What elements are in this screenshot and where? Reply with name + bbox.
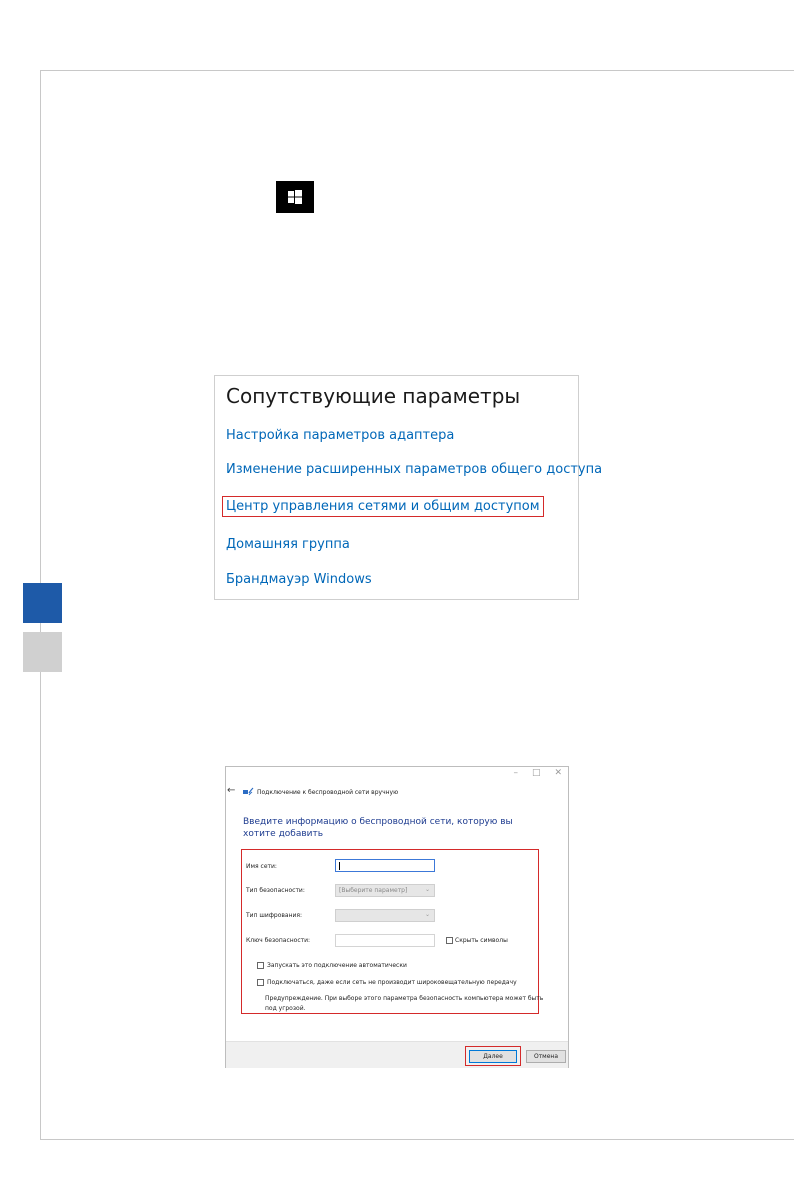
back-arrow-icon[interactable]: ←: [227, 785, 236, 796]
text-caret: [339, 862, 340, 870]
auto-connect-checkbox[interactable]: [257, 962, 264, 969]
connect-hidden-label: Подключаться, даже если сеть не производит широковещательную передачу: [267, 979, 517, 986]
related-settings-title: Сопутствующие параметры: [226, 384, 521, 408]
security-key-label: Ключ безопасности:: [246, 937, 311, 944]
windows-key-icon: [276, 181, 314, 213]
security-key-input[interactable]: [335, 934, 435, 947]
window-controls: [513, 768, 562, 778]
link-homegroup[interactable]: Домашняя группа: [226, 537, 350, 552]
security-warning: Предупреждение. При выборе этого параметра безопасность компьютера может быть под угрозой.: [265, 995, 544, 1012]
connect-hidden-checkbox[interactable]: [257, 979, 264, 986]
link-network-sharing-center[interactable]: Центр управления сетями и общим доступом: [223, 497, 543, 516]
maximize-button[interactable]: □: [531, 768, 541, 778]
encryption-type-select[interactable]: [335, 909, 435, 922]
close-button[interactable]: ✕: [554, 768, 562, 778]
chevron-down-icon: ⌄: [424, 886, 430, 893]
link-windows-firewall[interactable]: Брандмауэр Windows: [226, 572, 372, 587]
form-highlight-box: [241, 849, 539, 1014]
wireless-connect-dialog: [225, 766, 569, 1068]
security-type-value: [Выберите параметр]: [339, 887, 408, 894]
auto-connect-label: Запускать это подключение автоматически: [267, 962, 407, 969]
section-tab-active: [23, 583, 62, 623]
chevron-down-icon: ⌄: [424, 911, 430, 918]
network-name-label: Имя сети:: [246, 863, 277, 870]
dialog-title: Подключение к беспроводной сети вручную: [257, 789, 399, 796]
related-settings-panel: [214, 375, 603, 600]
hide-chars-label: Скрыть символы: [455, 937, 508, 944]
next-button[interactable]: Далее: [469, 1050, 517, 1063]
cancel-button[interactable]: Отмена: [526, 1050, 566, 1063]
security-type-label: Тип безопасности:: [246, 887, 305, 894]
network-name-input[interactable]: [335, 859, 435, 872]
security-type-select[interactable]: [335, 884, 435, 897]
hide-chars-checkbox[interactable]: [446, 937, 453, 944]
link-adapter-settings[interactable]: Настройка параметров адаптера: [226, 428, 455, 443]
encryption-type-label: Тип шифрования:: [246, 912, 303, 919]
link-advanced-sharing[interactable]: Изменение расширенных параметров общего доступа: [226, 462, 603, 477]
section-tab-inactive: [23, 632, 62, 672]
dialog-heading: Введите информацию о беспроводной сети, которую вы хотите добавить: [243, 817, 513, 839]
minimize-button[interactable]: –: [513, 768, 518, 778]
network-icon: [243, 787, 254, 796]
